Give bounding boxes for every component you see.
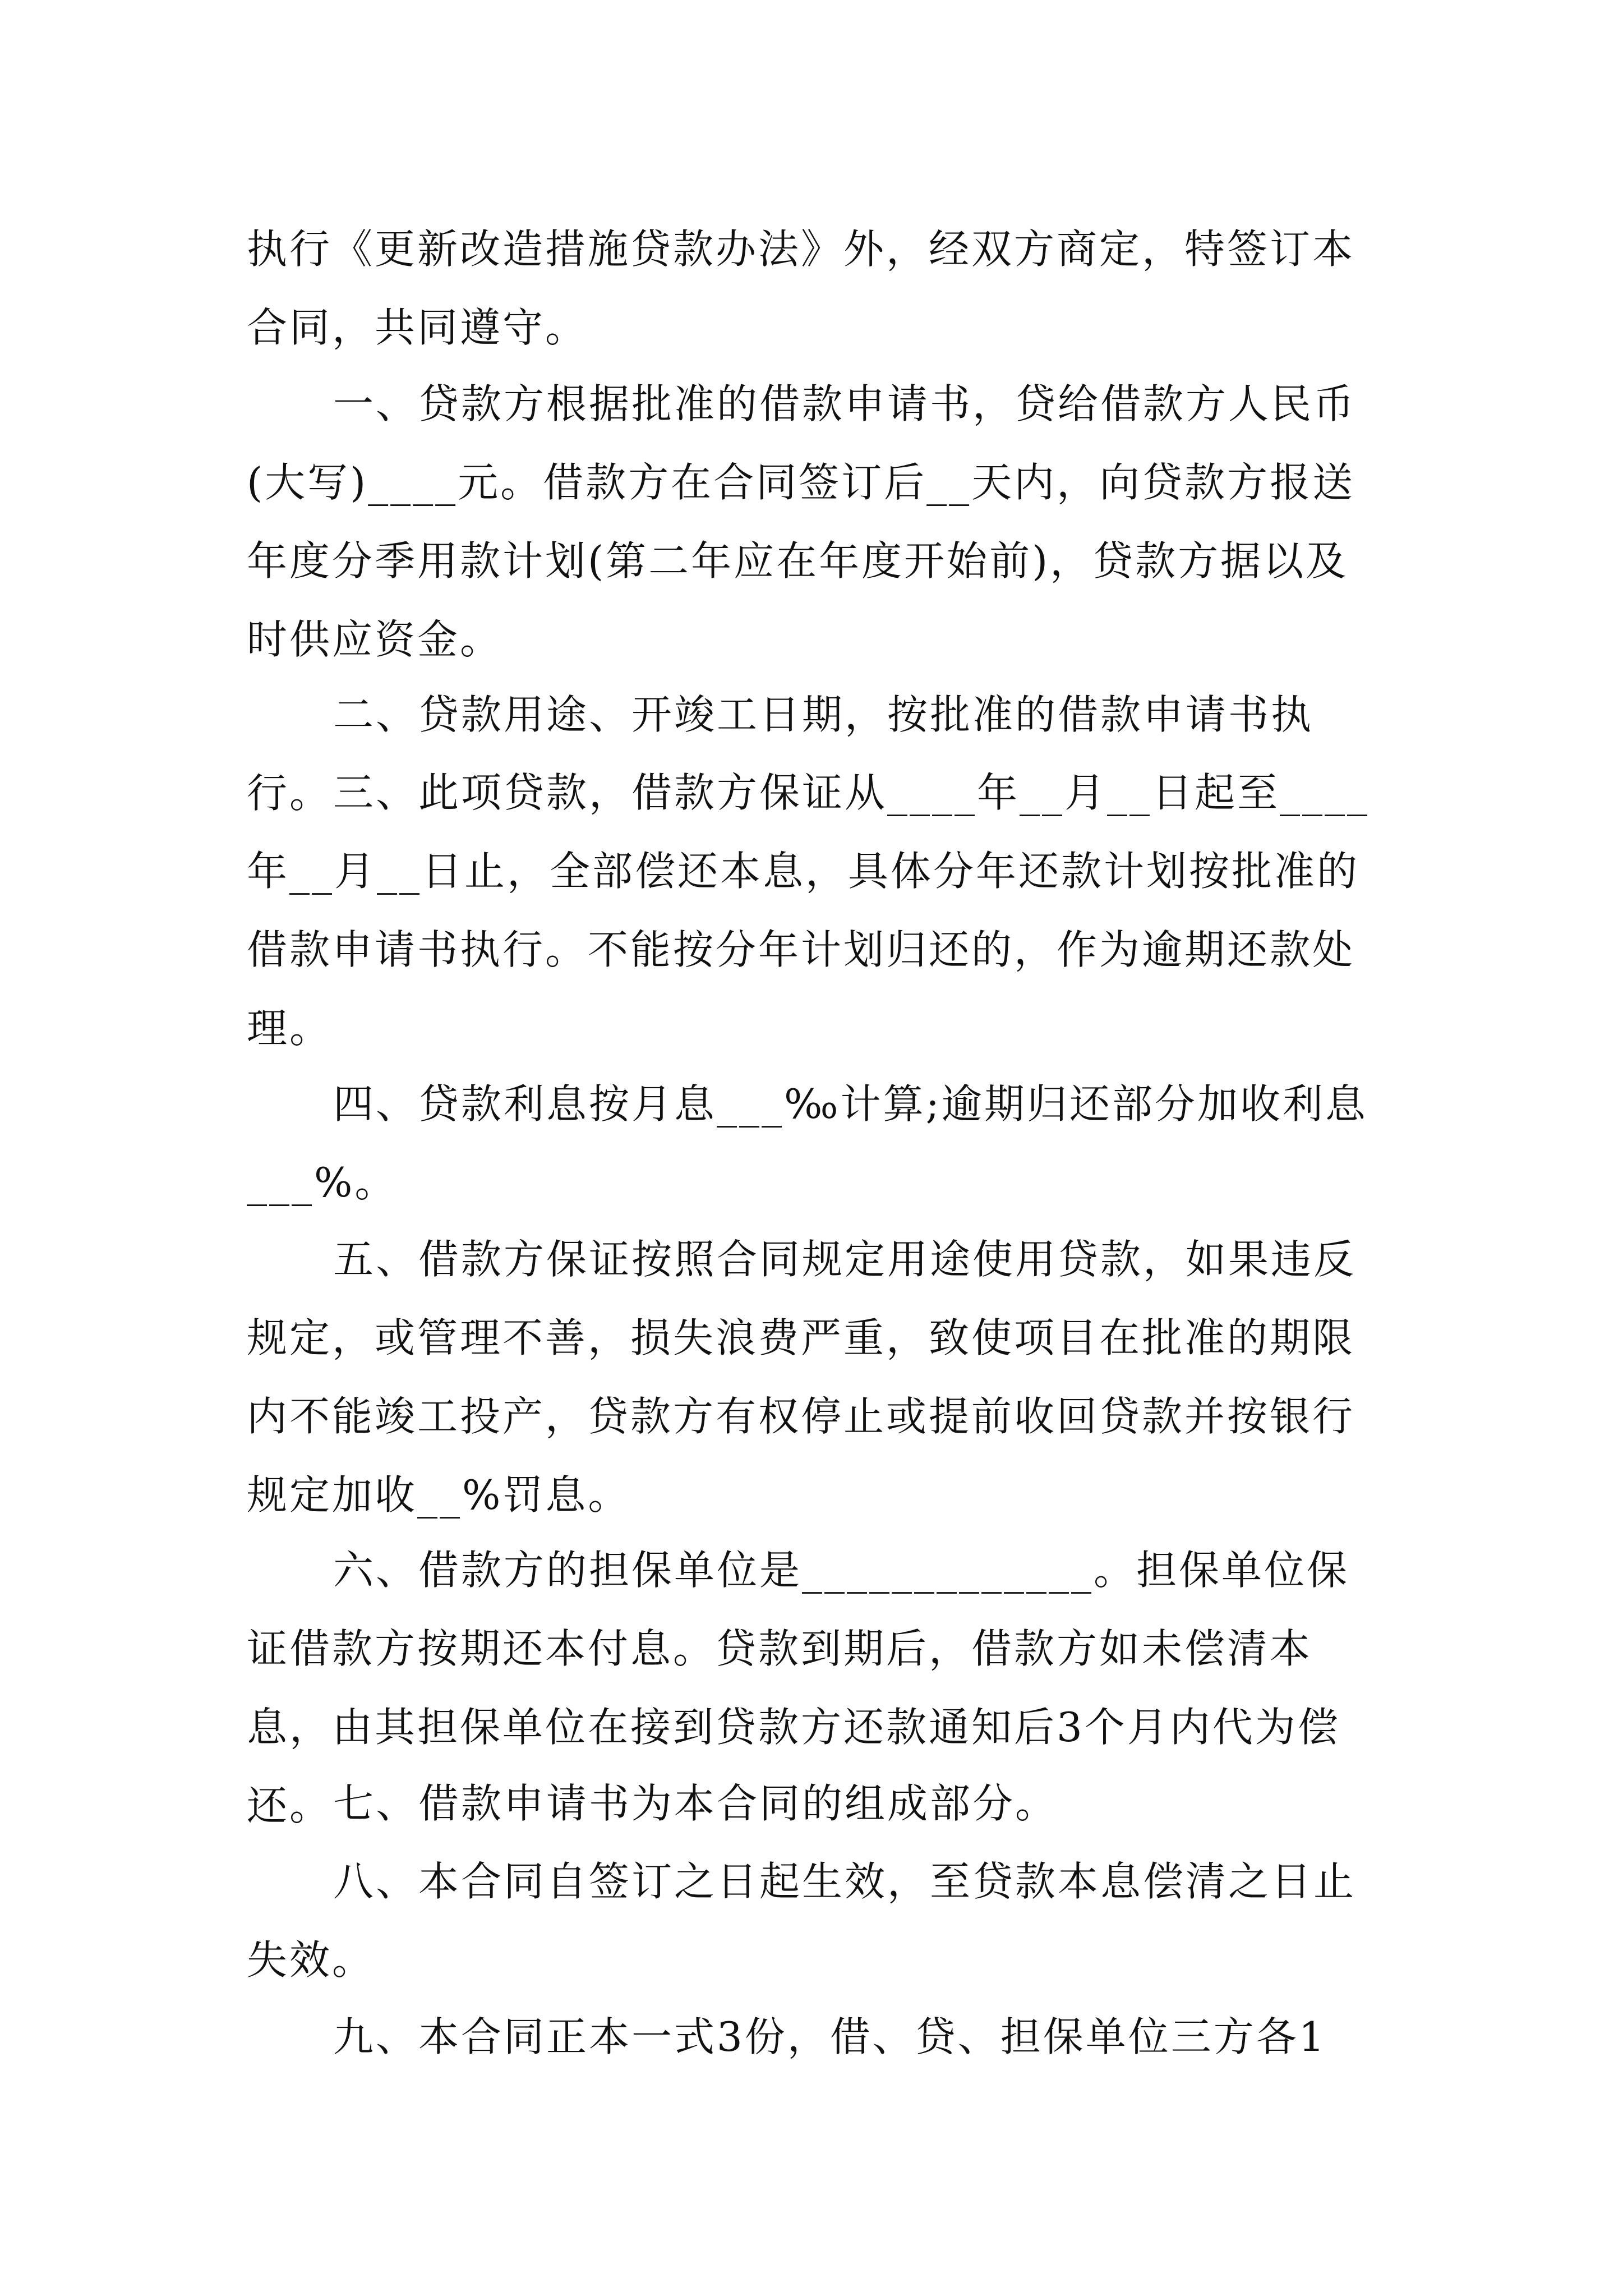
paragraph-clause-5: 五、借款方保证按照合同规定用途使用贷款，如果违反规定，或管理不善，损失浪费严重，致使项目在批准的期限内不能竣工投产，贷款方有权停止或提前收回贷款并按银行规定加收__%罚息。 xyxy=(247,1236,1357,1519)
paragraph-clause-1: 一、贷款方根据批准的借款申请书，贷给借款方人民币(大写)____元。借款方在合同签订后__天内，向贷款方报送年度分季用款计划(第二年应在年度开始前)，贷款方据以及时供应资金。 xyxy=(247,380,1357,663)
paragraph-preamble: 执行《更新改造措施贷款办法》外，经双方商定，特签订本合同，共同遵守。 xyxy=(247,226,1355,351)
paragraph-clause-3: 三、此项贷款，借款方保证从____年__月__日起至____年__月__日止，全部偿还本息，具体分年还款计划按批准的借款申请书执行。不能按分年计划归还的，作为逾期还款处理。 xyxy=(247,769,1370,1052)
paragraph-clause-2: 二、贷款用途、开竣工日期，按批准的借款申请书执行。 xyxy=(247,691,1314,817)
paragraph-clause-8: 八、本合同自签订之日起生效，至贷款本息偿清之日止失效。 xyxy=(247,1858,1357,1984)
paragraph-clause-4: 四、贷款利息按月息___‰计算;逾期归还部分加收利息___%。 xyxy=(247,1080,1368,1206)
paragraph-clause-9: 九、本合同正本一式3份，借、贷、担保单位三方各1 xyxy=(333,2013,1327,2060)
paragraph-clause-6: 六、借款方的担保单位是_____________。担保单位保证借款方按期还本付息。贷款到期后，借款方如未偿清本息，由其担保单位在接到贷款方还款通知后3个月内代为偿还。 xyxy=(247,1547,1350,1829)
paragraph-clause-7: 七、借款申请书为本合同的组成部分。 xyxy=(333,1780,1058,1827)
